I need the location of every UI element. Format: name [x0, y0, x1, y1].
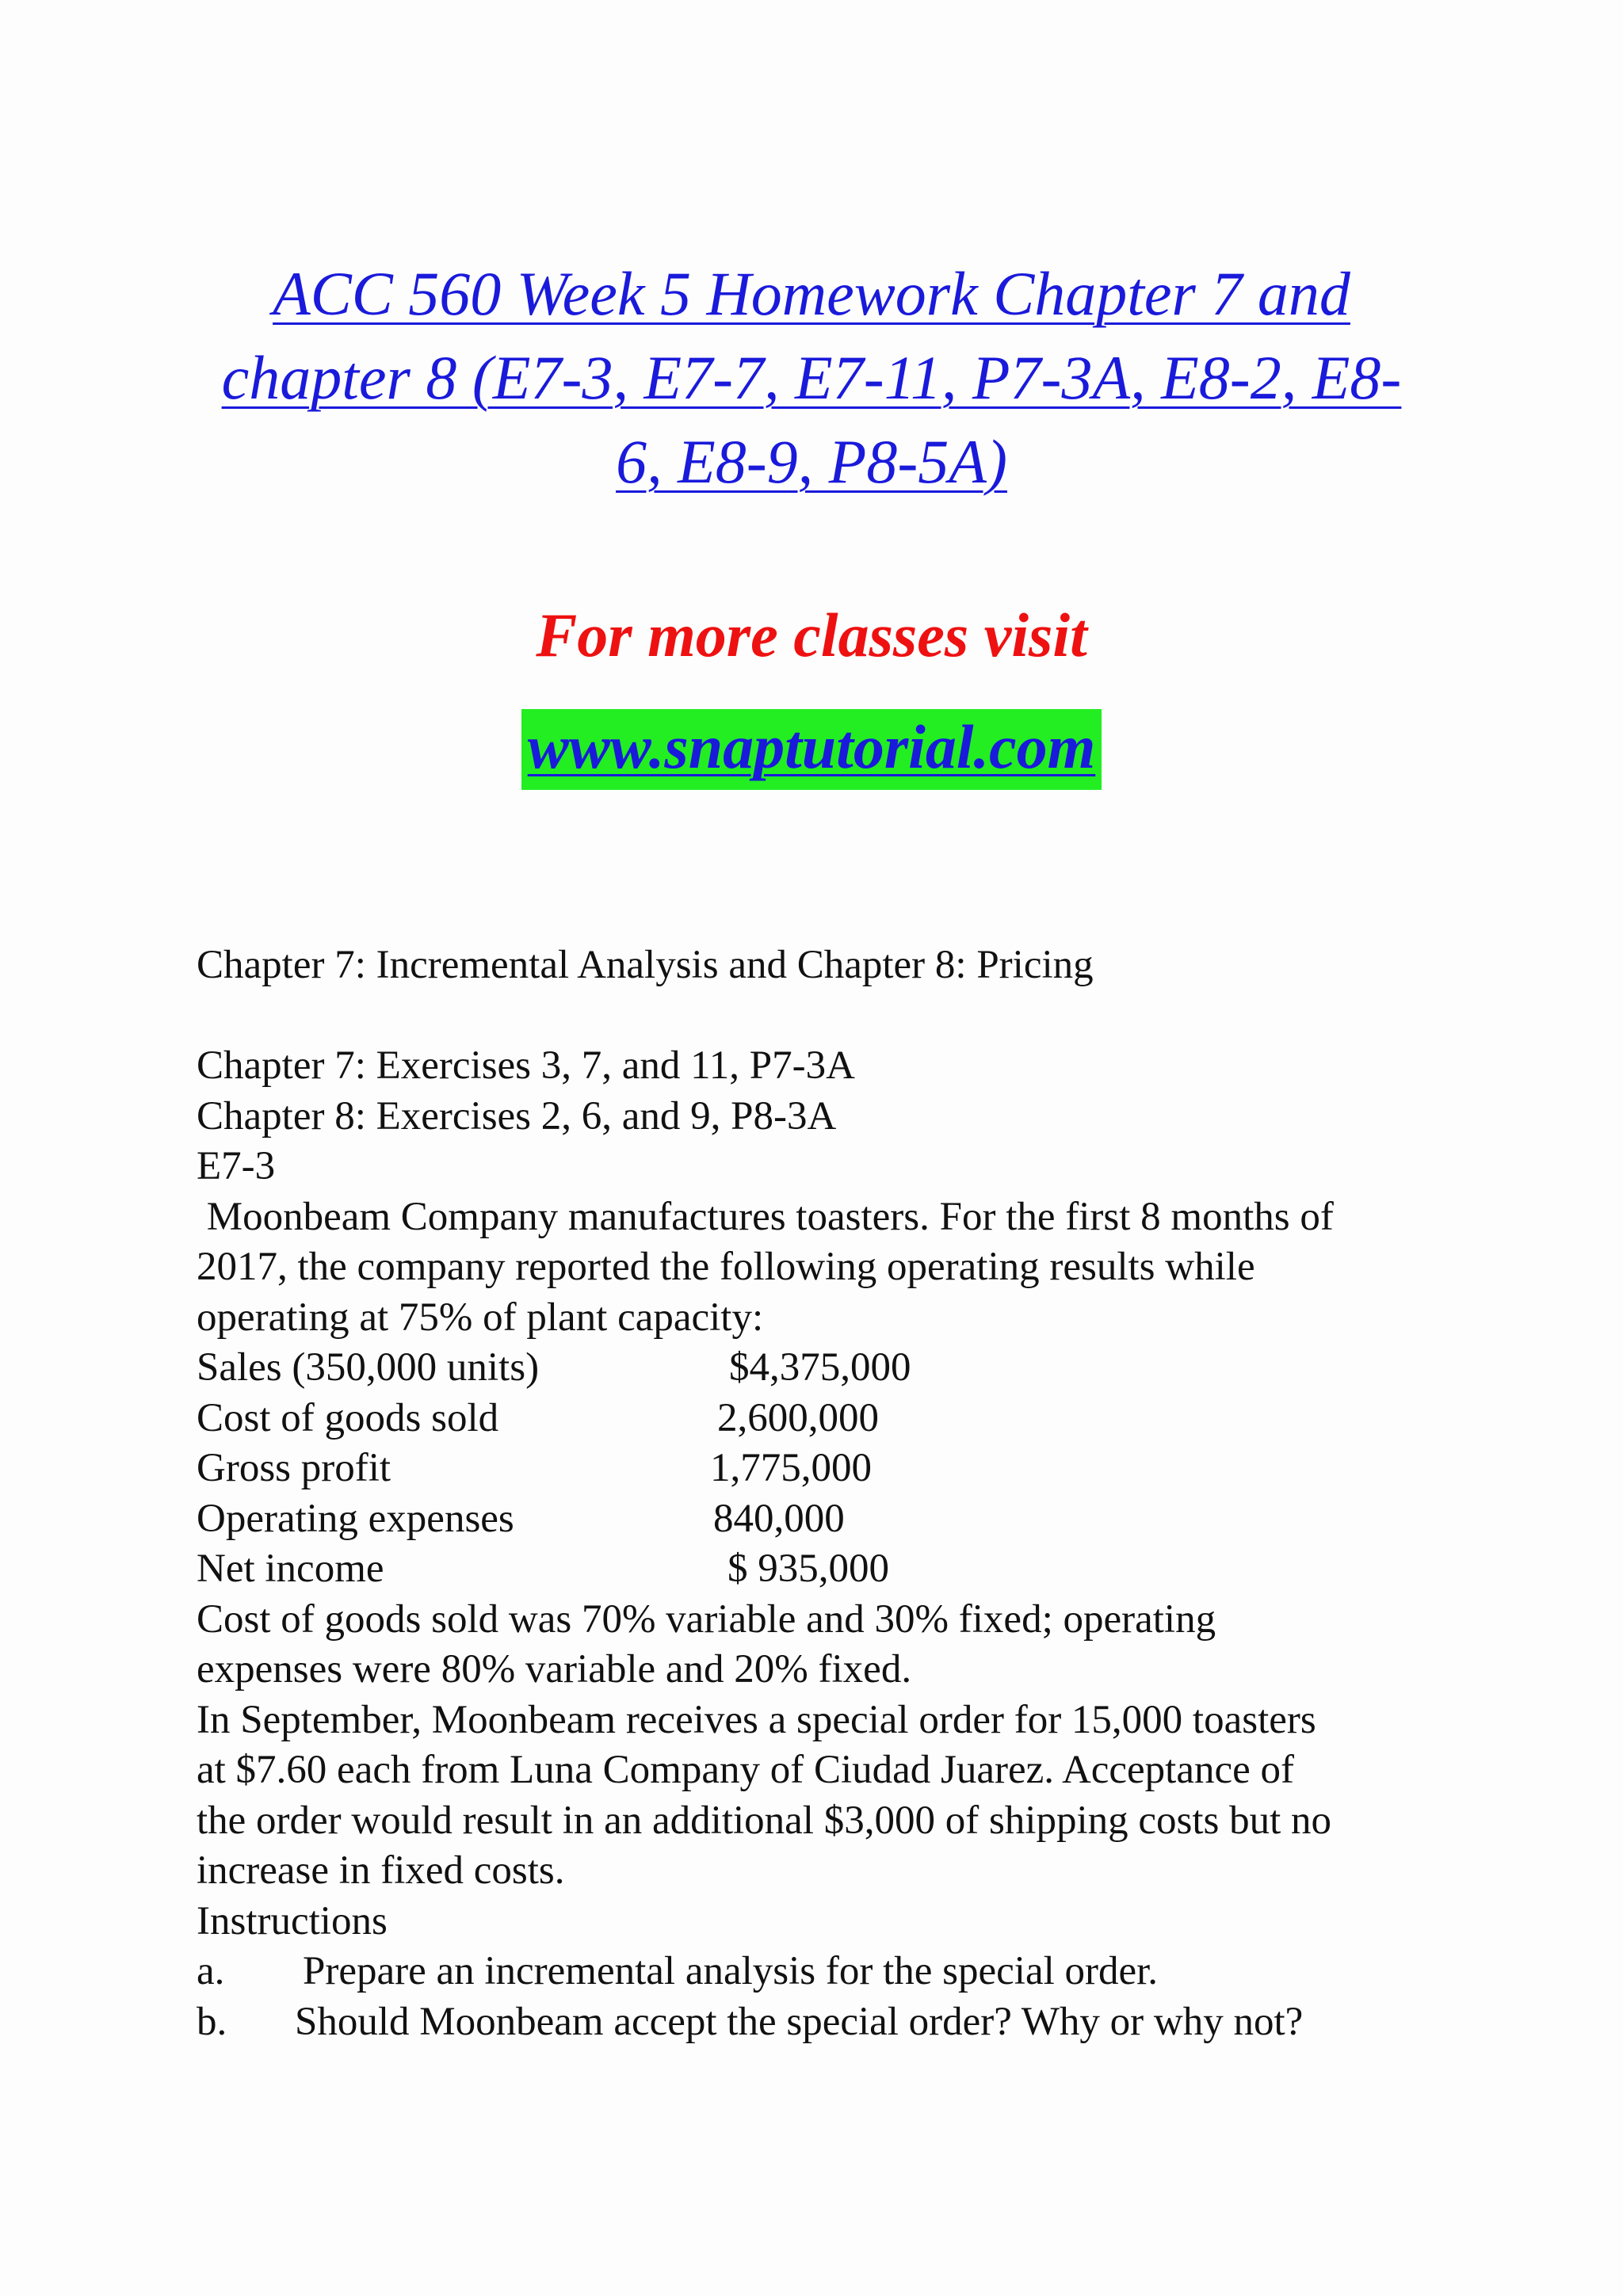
statement-label: Cost of goods sold [197, 1395, 499, 1440]
statement-row-net-income [197, 1544, 1449, 1595]
title-line-2: chapter 8 (E7-3, E7-7, E7-11, P7-3A, E8-2, E8- [221, 343, 1402, 412]
chapter-heading: Chapter 7: Incremental Analysis and Chapter 8: Pricing [197, 943, 1094, 987]
intro-paragraph-line: operating at 75% of plant capacity: [197, 1295, 764, 1340]
statement-label: Gross profit [197, 1446, 391, 1490]
statement-row-operating-expenses [197, 1494, 1449, 1545]
site-link-wrap [0, 709, 1623, 790]
instruction-letter: b. [197, 1999, 227, 2044]
instruction-text: Prepare an incremental analysis for the special order. [303, 1949, 1159, 1993]
special-order-line: the order would result in an additional $3,000 of shipping costs but no [197, 1798, 1332, 1843]
statement-label: Sales (350,000 units) [197, 1345, 540, 1390]
instruction-text: Should Moonbeam accept the special order? Why or why not? [295, 1999, 1304, 2044]
special-order-line: at $7.60 each from Luna Company of Ciudad Juarez. Acceptance of [197, 1748, 1294, 1792]
promo-text: For more classes visit [536, 601, 1087, 669]
cost-behavior-line: Cost of goods sold was 70% variable and 30% fixed; operating [197, 1596, 1216, 1642]
instructions-label: Instructions [197, 1898, 388, 1943]
statement-label: Net income [197, 1547, 384, 1591]
statement-row-cogs [197, 1394, 1449, 1444]
instruction-item [197, 1997, 1449, 2048]
statement-row-sales [197, 1343, 1449, 1394]
document-title [158, 252, 1465, 504]
problem-body [197, 1041, 1449, 2047]
chapter7-exercise-list: Chapter 7: Exercises 3, 7, and 11, P7-3A [197, 1043, 855, 1088]
intro-paragraph-line: Moonbeam Company manufactures toasters. For the first 8 months of [197, 1194, 1334, 1239]
instruction-letter: a. [197, 1949, 225, 1993]
site-link[interactable]: www.snaptutorial.com [521, 709, 1102, 790]
chapter8-exercise-list: Chapter 8: Exercises 2, 6, and 9, P8-3A [197, 1093, 837, 1138]
exercise-id: E7-3 [197, 1144, 276, 1188]
statement-value: 1,775,000 [710, 1446, 872, 1490]
title-line-3: 6, E8-9, P8-5A) [616, 427, 1007, 496]
title-link[interactable] [222, 259, 1402, 496]
statement-value: $ 935,000 [727, 1547, 889, 1591]
statement-value: 840,000 [713, 1496, 845, 1541]
statement-label: Operating expenses [197, 1496, 514, 1541]
title-line-1: ACC 560 Week 5 Homework Chapter 7 and [273, 259, 1350, 328]
instruction-item [197, 1947, 1449, 1997]
special-order-line: In September, Moonbeam receives a special order for 15,000 toasters [197, 1697, 1316, 1742]
cost-behavior-line: expenses were 80% variable and 20% fixed. [197, 1647, 912, 1691]
intro-paragraph-line: 2017, the company reported the following operating results while [197, 1245, 1255, 1289]
statement-row-gross-profit [197, 1444, 1449, 1494]
statement-value: $4,375,000 [729, 1345, 911, 1390]
statement-value: 2,600,000 [717, 1395, 879, 1440]
special-order-line: increase in fixed costs. [197, 1848, 565, 1893]
